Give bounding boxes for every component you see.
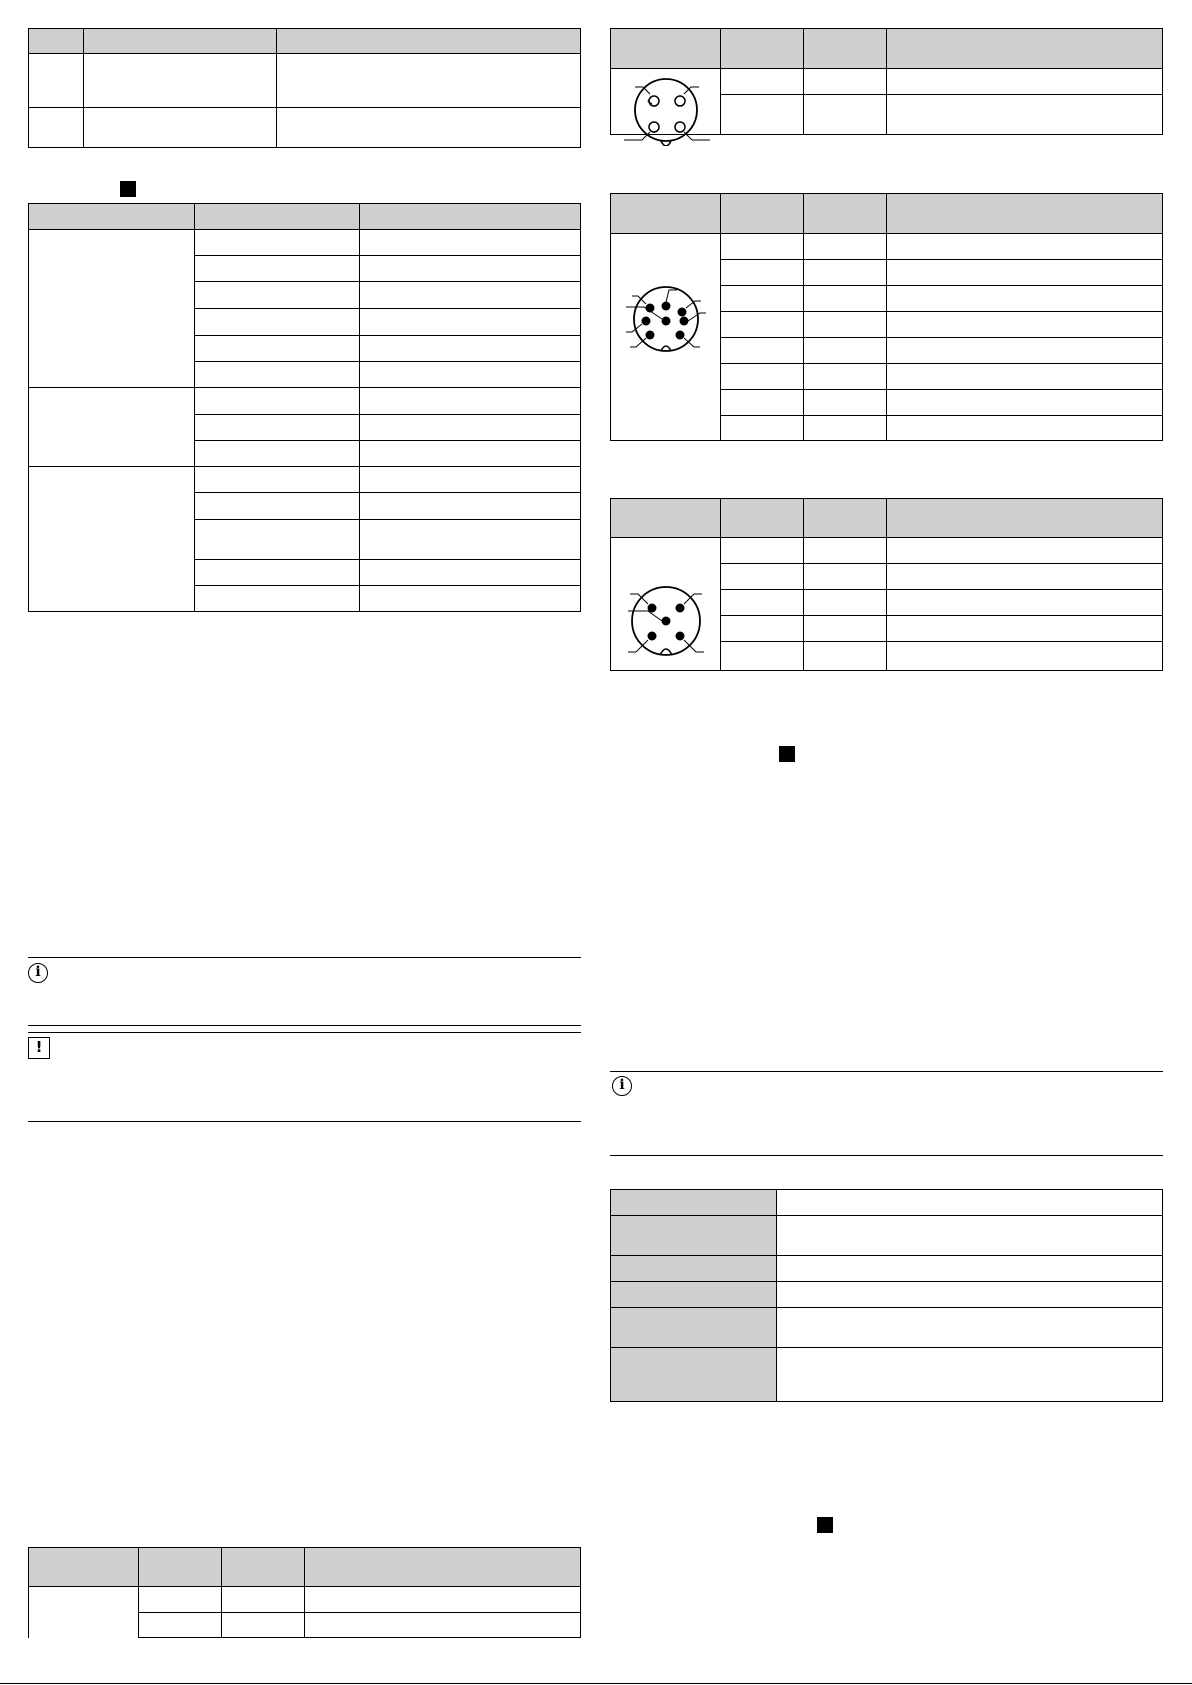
- table-cell: [195, 520, 360, 560]
- pin-header-cell: [139, 1548, 222, 1587]
- black-square-icon: [779, 746, 795, 762]
- table-cell: [195, 362, 360, 388]
- table-cell: [777, 1282, 1163, 1308]
- table-cell: [360, 493, 581, 520]
- table-cell: [195, 560, 360, 586]
- pin-header-cell: [611, 499, 721, 538]
- table-cell: [887, 69, 1163, 95]
- table-cell: [721, 564, 804, 590]
- warning-icon: !: [28, 1037, 50, 1059]
- table-cell: [887, 260, 1163, 286]
- grouped-header-cell: [29, 204, 195, 230]
- table-cell: [360, 415, 581, 441]
- table-cell: [360, 336, 581, 362]
- table-cell: [804, 390, 887, 416]
- table-cell: [887, 390, 1163, 416]
- pin-header-cell: [305, 1548, 581, 1587]
- grouped-header-cell: [195, 204, 360, 230]
- warning-bottom-rule: [28, 1121, 581, 1122]
- note-bottom-rule: [610, 1155, 1163, 1156]
- table-cell: [360, 230, 581, 256]
- pin-header-cell: [721, 29, 804, 69]
- table-cell: [222, 1613, 305, 1638]
- table-cell: [777, 1216, 1163, 1256]
- table-cell: [887, 590, 1163, 616]
- table-cell: [721, 312, 804, 338]
- 8-pin-connector-icon: [612, 274, 718, 364]
- table-cell: [804, 286, 887, 312]
- pin-header-cell: [29, 1548, 139, 1587]
- table-cell: [804, 642, 887, 671]
- table-cell: [721, 538, 804, 564]
- legend-header-cell: [29, 29, 84, 54]
- table-cell: [360, 520, 581, 560]
- info-icon: i: [612, 1076, 632, 1096]
- pin-header-cell: [804, 194, 887, 234]
- spec-header-cell: [611, 1190, 777, 1216]
- spec-header-cell: [611, 1348, 777, 1402]
- table-cell: [887, 312, 1163, 338]
- table-cell: [195, 467, 360, 493]
- pin-header-cell: [887, 29, 1163, 69]
- table-cell: [804, 616, 887, 642]
- table-cell: [804, 234, 887, 260]
- legend-cell: [29, 108, 84, 148]
- table-cell: [360, 362, 581, 388]
- pin-header-cell: [611, 194, 721, 234]
- warning-top-rule: [28, 1032, 581, 1033]
- table-cell: [360, 467, 581, 493]
- spec-header-cell: [611, 1256, 777, 1282]
- note-top-rule: [28, 957, 581, 958]
- table-cell: [360, 256, 581, 282]
- note-top-rule: [610, 1071, 1163, 1072]
- table-cell: [360, 441, 581, 467]
- table-cell: [804, 538, 887, 564]
- pin-header-cell: [804, 29, 887, 69]
- table-cell: [804, 564, 887, 590]
- table-cell: [887, 564, 1163, 590]
- table-cell: [887, 338, 1163, 364]
- legend-cell: [84, 54, 277, 108]
- grouped-header-cell: [360, 204, 581, 230]
- black-square-icon: [817, 1517, 833, 1533]
- table-cell: [195, 493, 360, 520]
- table-cell: [721, 364, 804, 390]
- pin-header-cell: [721, 194, 804, 234]
- connector-cell: [29, 1587, 139, 1638]
- table-cell: [721, 416, 804, 441]
- table-cell: [721, 95, 804, 135]
- table-cell: [305, 1613, 581, 1638]
- legend-header-cell: [84, 29, 277, 54]
- pin-header-cell: [611, 29, 721, 69]
- legend-cell: [84, 108, 277, 148]
- 4-pin-connector-icon: [612, 76, 718, 146]
- group-cell: [29, 467, 195, 612]
- grouped-table: [28, 203, 581, 612]
- page-bottom-rule: [0, 1683, 1192, 1684]
- table-cell: [195, 282, 360, 309]
- table-cell: [804, 260, 887, 286]
- group-cell: [29, 388, 195, 467]
- table-cell: [195, 309, 360, 336]
- table-cell: [804, 69, 887, 95]
- pin-header-cell: [721, 499, 804, 538]
- table-cell: [804, 338, 887, 364]
- legend-table: [28, 28, 581, 148]
- table-cell: [721, 590, 804, 616]
- legend-header-cell: [277, 29, 581, 54]
- table-cell: [721, 234, 804, 260]
- table-cell: [721, 286, 804, 312]
- table-cell: [804, 364, 887, 390]
- 5-pin-connector-icon: [612, 580, 718, 666]
- table-cell: [887, 234, 1163, 260]
- table-cell: [721, 260, 804, 286]
- spec-header-cell: [611, 1282, 777, 1308]
- pin-header-cell: [804, 499, 887, 538]
- table-cell: [360, 282, 581, 309]
- pin-header-cell: [887, 499, 1163, 538]
- table-cell: [360, 586, 581, 612]
- table-cell: [887, 286, 1163, 312]
- table-cell: [887, 642, 1163, 671]
- table-cell: [804, 416, 887, 441]
- table-cell: [360, 560, 581, 586]
- table-cell: [721, 616, 804, 642]
- black-square-icon: [120, 181, 136, 197]
- table-cell: [195, 441, 360, 467]
- table-cell: [804, 590, 887, 616]
- legend-cell: [277, 108, 581, 148]
- table-cell: [195, 230, 360, 256]
- pin-table-bottom-left: [28, 1547, 581, 1638]
- table-cell: [139, 1613, 222, 1638]
- table-cell: [360, 309, 581, 336]
- table-cell: [721, 390, 804, 416]
- table-cell: [777, 1190, 1163, 1216]
- table-cell: [777, 1256, 1163, 1282]
- pin-header-cell: [887, 194, 1163, 234]
- table-cell: [721, 69, 804, 95]
- table-cell: [195, 256, 360, 282]
- table-cell: [195, 388, 360, 415]
- table-cell: [139, 1587, 222, 1613]
- table-cell: [360, 388, 581, 415]
- legend-cell: [277, 54, 581, 108]
- table-cell: [804, 312, 887, 338]
- table-cell: [887, 95, 1163, 135]
- spec-table: [610, 1189, 1163, 1402]
- table-cell: [804, 95, 887, 135]
- table-cell: [887, 416, 1163, 441]
- table-cell: [195, 586, 360, 612]
- pin-header-cell: [222, 1548, 305, 1587]
- table-cell: [721, 338, 804, 364]
- table-cell: [887, 616, 1163, 642]
- spec-header-cell: [611, 1216, 777, 1256]
- table-cell: [721, 642, 804, 671]
- info-icon: i: [28, 963, 48, 983]
- table-cell: [222, 1587, 305, 1613]
- group-cell: [29, 230, 195, 388]
- table-cell: [777, 1308, 1163, 1348]
- spec-header-cell: [611, 1308, 777, 1348]
- table-cell: [305, 1587, 581, 1613]
- table-cell: [887, 364, 1163, 390]
- table-cell: [887, 538, 1163, 564]
- table-cell: [195, 336, 360, 362]
- table-cell: [777, 1348, 1163, 1402]
- table-cell: [195, 415, 360, 441]
- legend-cell: [29, 54, 84, 108]
- note-bottom-rule: [28, 1025, 581, 1026]
